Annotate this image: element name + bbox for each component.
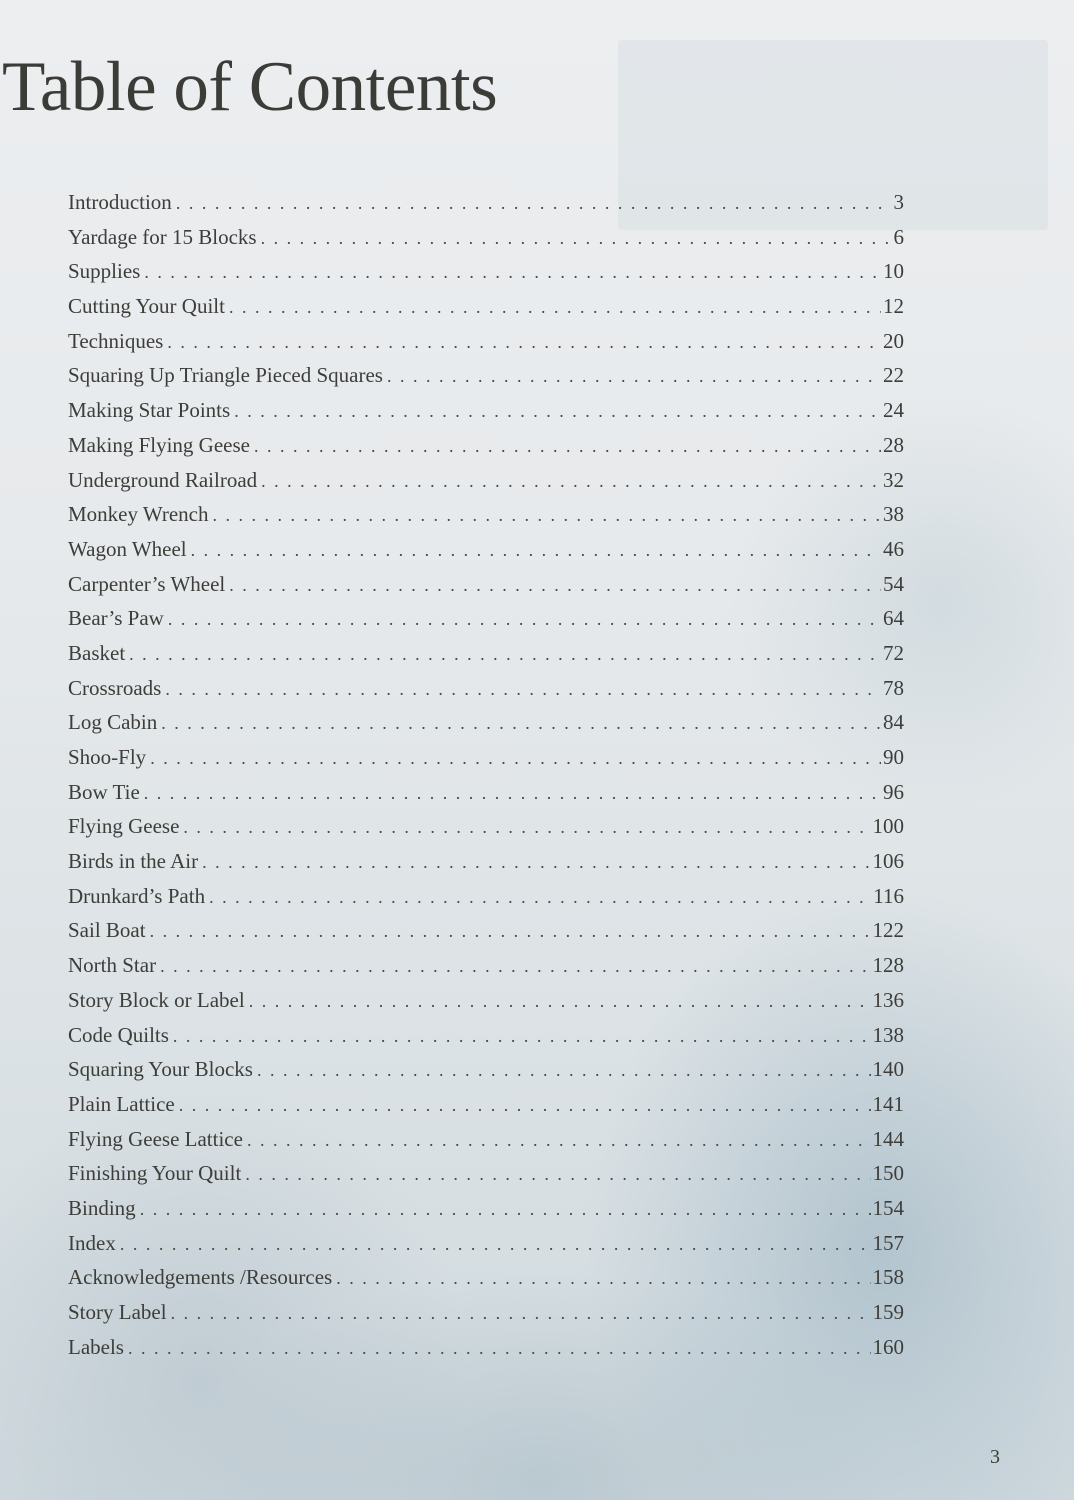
toc-dot-leader <box>209 887 871 908</box>
toc-entry-label: Log Cabin <box>68 710 158 735</box>
toc-entry-page: 100 <box>872 814 904 839</box>
toc-entry[interactable] <box>68 780 904 815</box>
toc-entry-page: 38 <box>883 502 904 527</box>
toc-dot-leader <box>261 471 881 492</box>
toc-dot-leader <box>229 575 881 596</box>
toc-entry[interactable] <box>68 259 904 294</box>
toc-dot-leader <box>336 1268 870 1289</box>
toc-entry-page: 32 <box>883 467 904 492</box>
toc-dot-leader <box>140 1199 871 1220</box>
toc-entry-label: Acknowledgements /Resources <box>68 1265 333 1290</box>
toc-entry-page: 12 <box>883 294 904 319</box>
toc-entry-page: 90 <box>883 745 904 769</box>
toc-entry-page: 96 <box>883 779 904 804</box>
toc-entry-page: 116 <box>873 883 904 908</box>
toc-entry[interactable] <box>68 745 904 780</box>
toc-entry-label: Crossroads <box>68 675 162 700</box>
toc-dot-leader <box>144 262 881 283</box>
toc-entry-page: 22 <box>883 363 904 388</box>
toc-entry[interactable] <box>68 1231 904 1266</box>
toc-dot-leader <box>202 852 870 873</box>
toc-entry[interactable] <box>68 572 904 607</box>
toc-entry[interactable] <box>68 294 904 329</box>
toc-list <box>68 190 904 1369</box>
toc-entry-page: 154 <box>872 1195 904 1220</box>
toc-dot-leader <box>160 956 870 977</box>
toc-entry[interactable] <box>68 606 904 641</box>
toc-entry[interactable] <box>68 884 904 919</box>
toc-entry-page: 20 <box>883 328 904 353</box>
toc-entry-page: 54 <box>883 571 904 596</box>
toc-dot-leader <box>150 748 881 769</box>
toc-entry[interactable] <box>68 502 904 537</box>
toc-entry[interactable] <box>68 849 904 884</box>
toc-entry-label: Finishing Your Quilt <box>68 1161 242 1186</box>
toc-entry[interactable] <box>68 1300 904 1335</box>
toc-entry-label: Index <box>68 1230 116 1255</box>
toc-dot-leader <box>229 297 881 318</box>
toc-entry-page: 158 <box>872 1265 904 1290</box>
toc-entry-page: 6 <box>893 224 904 249</box>
toc-entry-label: Carpenter’s Wheel <box>68 571 226 596</box>
toc-entry-label: Flying Geese Lattice <box>68 1126 243 1151</box>
toc-entry-page: 46 <box>883 536 904 561</box>
toc-dot-leader <box>165 679 881 700</box>
toc-entry-page: 78 <box>883 675 904 700</box>
toc-dot-leader <box>191 540 881 561</box>
toc-dot-leader <box>247 1130 871 1151</box>
toc-entry-page: 72 <box>883 640 904 665</box>
toc-dot-leader <box>387 366 881 387</box>
toc-entry-label: Labels <box>68 1334 124 1359</box>
toc-entry[interactable] <box>68 710 904 745</box>
toc-dot-leader <box>161 713 881 734</box>
toc-entry-page: 141 <box>872 1091 904 1116</box>
toc-entry-label: Drunkard’s Path <box>68 883 206 908</box>
toc-entry-label: Story Block or Label <box>68 987 245 1012</box>
toc-entry[interactable] <box>68 433 904 468</box>
toc-entry-label: Wagon Wheel <box>68 536 187 561</box>
toc-entry[interactable] <box>68 1196 904 1231</box>
toc-dot-leader <box>144 783 881 804</box>
toc-entry-label: Bow Tie <box>68 779 140 804</box>
toc-entry[interactable] <box>68 1092 904 1127</box>
toc-entry-page: 138 <box>872 1022 904 1047</box>
toc-entry-label: Supplies <box>68 259 141 284</box>
toc-dot-leader <box>212 505 881 526</box>
toc-entry-page: 159 <box>872 1300 904 1324</box>
toc-entry[interactable] <box>68 363 904 398</box>
toc-dot-leader <box>254 436 881 457</box>
toc-entry-label: Flying Geese <box>68 814 180 839</box>
toc-entry[interactable] <box>68 398 904 433</box>
toc-entry-page: 3 <box>893 190 904 214</box>
toc-entry-page: 136 <box>872 987 904 1012</box>
toc-entry[interactable] <box>68 918 904 953</box>
toc-entry[interactable] <box>68 1023 904 1058</box>
toc-entry-page: 122 <box>872 918 904 943</box>
toc-entry-label: Making Star Points <box>68 398 231 423</box>
toc-entry[interactable] <box>68 468 904 503</box>
toc-entry-page: 28 <box>883 432 904 457</box>
toc-entry-label: Bear’s Paw <box>68 606 164 631</box>
toc-dot-leader <box>168 609 881 630</box>
toc-entry[interactable] <box>68 1335 904 1370</box>
toc-entry-label: Birds in the Air <box>68 849 199 874</box>
toc-dot-leader <box>249 991 871 1012</box>
toc-entry-label: Underground Railroad <box>68 467 258 492</box>
toc-entry-label: Binding <box>68 1195 136 1220</box>
toc-entry-label: Story Label <box>68 1300 167 1324</box>
toc-dot-leader <box>173 1026 871 1047</box>
toc-dot-leader <box>183 817 870 838</box>
toc-dot-leader <box>261 228 892 249</box>
toc-dot-leader <box>150 921 871 942</box>
toc-entry-label: Yardage for 15 Blocks <box>68 224 257 249</box>
toc-entry[interactable] <box>68 953 904 988</box>
toc-entry-label: Code Quilts <box>68 1022 169 1047</box>
toc-entry-label: Plain Lattice <box>68 1091 175 1116</box>
toc-entry[interactable] <box>68 1127 904 1162</box>
toc-dot-leader <box>129 644 881 665</box>
toc-entry[interactable] <box>68 225 904 260</box>
toc-entry-label: Monkey Wrench <box>68 502 209 527</box>
toc-entry-page: 64 <box>883 606 904 631</box>
toc-entry-page: 84 <box>883 710 904 735</box>
toc-entry-page: 128 <box>872 953 904 978</box>
toc-entry-label: Introduction <box>68 190 172 214</box>
page-title: Table of Contents <box>2 48 498 126</box>
toc-dot-leader <box>120 1234 871 1255</box>
toc-entry-page: 160 <box>872 1334 904 1359</box>
toc-entry-label: Techniques <box>68 328 164 353</box>
toc-entry-label: Squaring Your Blocks <box>68 1057 253 1082</box>
toc-entry-label: Making Flying Geese <box>68 432 250 457</box>
toc-entry-page: 140 <box>872 1057 904 1082</box>
page-number: 3 <box>990 1446 1000 1468</box>
toc-entry[interactable] <box>68 641 904 676</box>
toc-entry-label: Basket <box>68 640 126 665</box>
toc-entry[interactable] <box>68 1161 904 1196</box>
toc-dot-leader <box>234 401 881 422</box>
toc-entry-label: Cutting Your Quilt <box>68 294 225 319</box>
toc-entry-label: Squaring Up Triangle Pieced Squares <box>68 363 383 388</box>
toc-entry[interactable] <box>68 190 904 225</box>
toc-entry-page: 106 <box>872 849 904 874</box>
toc-entry-page: 157 <box>872 1230 904 1255</box>
toc-dot-leader <box>245 1164 870 1185</box>
toc-entry-label: North Star <box>68 953 157 978</box>
toc-dot-leader <box>167 332 881 353</box>
toc-dot-leader <box>171 1303 871 1324</box>
toc-dot-leader <box>179 1095 871 1116</box>
toc-entry[interactable] <box>68 1057 904 1092</box>
toc-dot-leader <box>128 1338 871 1359</box>
toc-dot-leader <box>176 193 892 214</box>
toc-entry[interactable] <box>68 988 904 1023</box>
toc-entry-page: 10 <box>883 259 904 284</box>
toc-entry-page: 150 <box>872 1161 904 1186</box>
toc-entry-label: Sail Boat <box>68 918 146 943</box>
toc-entry[interactable] <box>68 814 904 849</box>
toc-entry[interactable] <box>68 676 904 711</box>
toc-entry-label: Shoo-Fly <box>68 745 147 769</box>
toc-entry[interactable] <box>68 1265 904 1300</box>
toc-dot-leader <box>257 1060 871 1081</box>
toc-entry[interactable] <box>68 329 904 364</box>
toc-entry-page: 24 <box>883 398 904 423</box>
toc-entry[interactable] <box>68 537 904 572</box>
toc-entry-page: 144 <box>872 1126 904 1151</box>
